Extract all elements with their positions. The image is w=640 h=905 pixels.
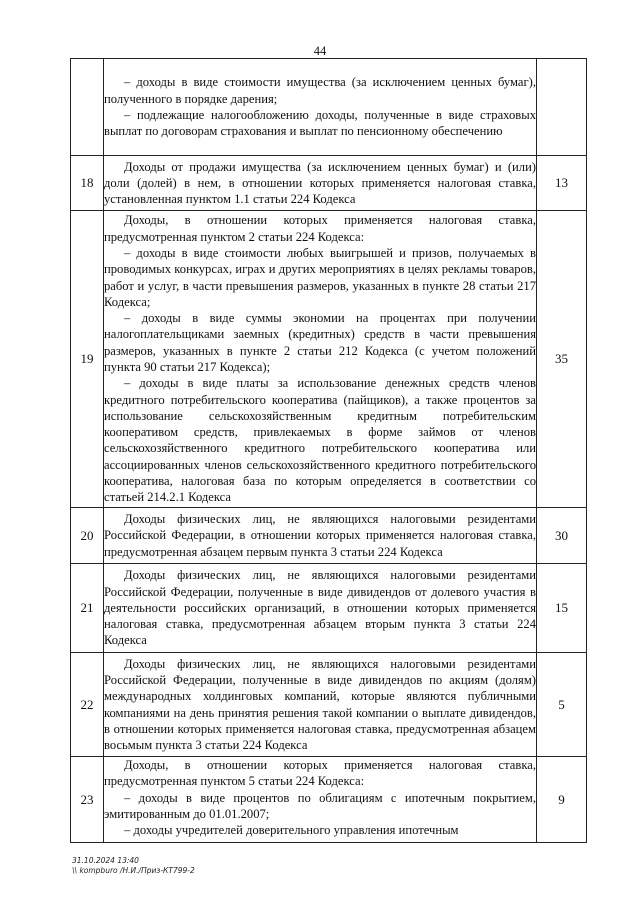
paragraph: – доходы в виде суммы экономии на процентах при получении налогоплательщиками заемных (кредитных) средств в части превышения размеров, указанных в пункте 2 статьи 212 Кодекса (с учетом положений пункта 90 статьи 217 Кодекса); (104, 311, 536, 374)
row-number (71, 59, 104, 156)
row-description (104, 653, 537, 757)
paragraph: – доходы в виде стоимости имущества (за исключением ценных бумаг), полученного в порядке дарения; (104, 75, 536, 106)
table-row (71, 757, 587, 843)
paragraph: – подлежащие налогообложению доходы, полученные в виде страховых выплат по договорам страхования и выплат по пенсионному обеспечению (104, 108, 536, 139)
paragraph: – доходы в виде процентов по облигациям с ипотечным покрытием, эмитированным до 01.01.2007; (104, 790, 536, 821)
paragraph: Доходы физических лиц, не являющихся налоговыми резидентами Российской Федерации, в отношении которых применяется налоговая ставка, предусмотренная абзацем первым пункта 3 статьи 224 Кодекса (104, 512, 536, 559)
page-number: 44 (313, 44, 327, 58)
paragraph: Доходы, в отношении которых применяется налоговая ставка, предусмотренная пунктом 2 статьи 224 Кодекса: (104, 213, 536, 244)
row-value (537, 59, 587, 156)
table-row (71, 211, 587, 508)
row-number: 19 (71, 211, 104, 508)
table-row (71, 653, 587, 757)
row-value: 35 (537, 211, 587, 508)
paragraph: – доходы учредителей доверительного управления ипотечным (124, 823, 459, 838)
row-description (104, 211, 537, 508)
footer-timestamp: 31.10.2024 13:40 (72, 856, 139, 865)
table-row (71, 59, 587, 156)
paragraph: Доходы от продажи имущества (за исключением ценных бумаг) и (или) доли (долей) в нем, в отношении которых применяется налоговая ставка, установленная пунктом 1.1 статьи 224 Кодекса (104, 159, 536, 207)
paragraph: – доходы в виде стоимости любых выигрышей и призов, получаемых в проводимых конкурсах, играх и других мероприятиях в целях рекламы товаров, работ и услуг, в части превышения размеров, указанных в пункте 28 статьи 217 Кодекса; (104, 245, 536, 309)
row-value: 30 (537, 508, 587, 564)
row-value: 15 (537, 564, 587, 653)
paragraph: Доходы, в отношении которых применяется налоговая ставка, предусмотренная пунктом 5 статьи 224 Кодекса: (104, 758, 536, 789)
row-description (104, 508, 537, 564)
paragraph: – доходы в виде платы за использование денежных средств членов кредитного потребительского кооператива (пайщиков), а также процентов за использование сельскохозяйственным кредитным потребительским кооперативом средств, привлекаемых в форме займов от членов сельскохозяйственного кредитного потребительского кооператива или ассоциированных членов сельскохозяйственного кредитного потребительского кооператива, налоговая база по которым определяется в соответствии со статьей 214.2.1 Кодекса (104, 376, 536, 505)
row-value: 13 (537, 156, 587, 211)
document-footer (72, 856, 195, 876)
table-row (71, 564, 587, 653)
row-number: 20 (71, 508, 104, 564)
row-value: 5 (537, 653, 587, 757)
row-number: 23 (71, 757, 104, 843)
row-number: 21 (71, 564, 104, 653)
table-row (71, 156, 587, 211)
income-codes-table (70, 58, 587, 843)
row-description (104, 156, 537, 211)
paragraph: Доходы физических лиц, не являющихся налоговыми резидентами Российской Федерации, полученные в виде дивидендов от долевого участия в деятельности российских организаций, в отношении которых применяется налоговая ставка, предусмотренная абзацем вторым пункта 3 статьи 224 Кодекса (104, 568, 536, 648)
row-value: 9 (537, 757, 587, 843)
paragraph: Доходы физических лиц, не являющихся налоговыми резидентами Российской Федерации, полученные в виде дивидендов по акциям (долям) международных холдинговых компаний, которые являются публичными компаниями на день принятия решения такой компании о выплате дивидендов, в отношении которых применяется налоговая ставка, предусмотренная абзацем восьмым пункта 3 статьи 224 Кодекса (104, 656, 536, 753)
row-number: 18 (71, 156, 104, 211)
row-description (104, 564, 537, 653)
table-row (71, 508, 587, 564)
footer-path: \\ kompburo /Н.И./Приз-КТ799-2 (72, 866, 195, 875)
row-description (104, 757, 537, 843)
row-description (104, 59, 537, 156)
row-number: 22 (71, 653, 104, 757)
